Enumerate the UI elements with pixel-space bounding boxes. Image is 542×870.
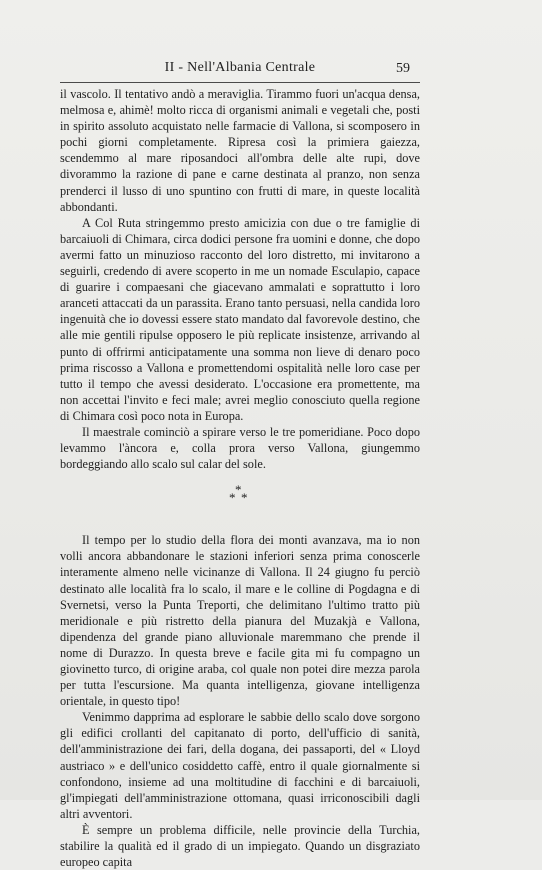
- asterisk-left: *: [229, 490, 236, 506]
- page-number: 59: [396, 61, 410, 76]
- paragraph-flora: Il tempo per lo studio della flora dei monti avanzava, ma io non volli ancora abbandonare le stazioni inferiori senza prima conoscerle interamente almeno nelle vicinanze di Vallona. Il 24 giugno fu perciò destinato alle località fra lo scalo, il mare e le colline di Pogdagna e di Svernetsi, verso la Punta Treporti, che delimitano l'ultimo tratto più meridionale e più ristretto della pianura del Muzakjà e Vallona, dipendenza del grande piano alluvionale maremmano che prende il nome di Durazzo. In questa breve e facile gita mi fu compagno un giovinetto turco, di origine araba, col quale non potei dire mezza parola per tutta l'escursione. Ma quanta intelligenza, giovane intelligenza orientale, in questo tipo!: [60, 533, 420, 709]
- page-body: [60, 86, 420, 870]
- paragraph-scalo: Venimmo dapprima ad esplorare le sabbie dello scalo dove sorgono gli edifici crollanti del capitanato di porto, dell'ufficio di sanità, dell'amministrazione dei fari, della dogana, dei passaporti, del « Lloyd austriaco » e dell'unico cosiddetto caffè, entro il quale giornalmente si confondono, insieme ad una moltitudine di facchini e di barcaiuoli, gl'impiegati dell'amministrazione ottomana, quasi irriconoscibili dagli altri avventori.: [60, 710, 420, 821]
- paragraph-maestrale: Il maestrale cominciò a spirare verso le tre pomeridiane. Poco dopo levammo l'àncora e, colla prora verso Vallona, giungemmo bordeggiando allo scalo sul calar del sole.: [60, 424, 420, 472]
- asterisk-right: *: [241, 490, 248, 506]
- paragraph-impiegato: È sempre un problema difficile, nelle provincie della Turchia, stabilire la qualità ed il grado di un impiegato. Quando un disgraziato europeo capita: [60, 822, 420, 870]
- header-rule: [60, 82, 420, 83]
- running-header: [60, 60, 420, 82]
- chapter-title: II - Nell'Albania Centrale: [164, 60, 316, 75]
- paragraph-continued: il vascolo. Il tentativo andò a meraviglia. Tirammo fuori un'acqua densa, melmosa e, ahimè! molto ricca di organismi animali e vegetali che, posti in spirito assoluto acquistato nelle farmacie di Vallona, si scomposero in pochi giorni completamente. Ripresa così la primiera gaiezza, scendemmo al mare riposandoci all'ombra delle alte rupi, dove divorammo la razione di pane e carne destinata al pranzo, non senza prenderci il lusso di uno spuntino con frutti di mare, in queste località abbondanti.: [60, 87, 420, 214]
- asterisk-top: *: [235, 482, 242, 498]
- section-break-asterism: [60, 472, 420, 532]
- paragraph-col-ruta: A Col Ruta stringemmo presto amicizia con due o tre famiglie di barcaiuoli di Chimara, circa dodici persone fra uomini e donne, che dopo avermi fatto un minuzioso racconto del loro distretto, mi invitarono a seguirli, credendo di avere scoperto in me un nomade Esculapio, capace di guarire i compaesani che giacevano ammalati e soprattutto i loro aranceti attaccati da un parassita. Erano tanto persuasi, nella candida loro ingenuità che io dovessi essere stato mandato dal favorevole destino, che alle mie gentili ripulse opposero le più replicate insistenze, arrivando al punto di offrirmi anticipatamente una somma non lieve di denaro poco prima riscosso a Vallona e promettendomi ospitalità nelle loro case per tutto il tempo che avessi desiderato. L'occasione era promettente, ma non accettai l'invito e feci male; avrei meglio conosciuto quella regione di Chimara così poco nota in Europa.: [60, 215, 420, 423]
